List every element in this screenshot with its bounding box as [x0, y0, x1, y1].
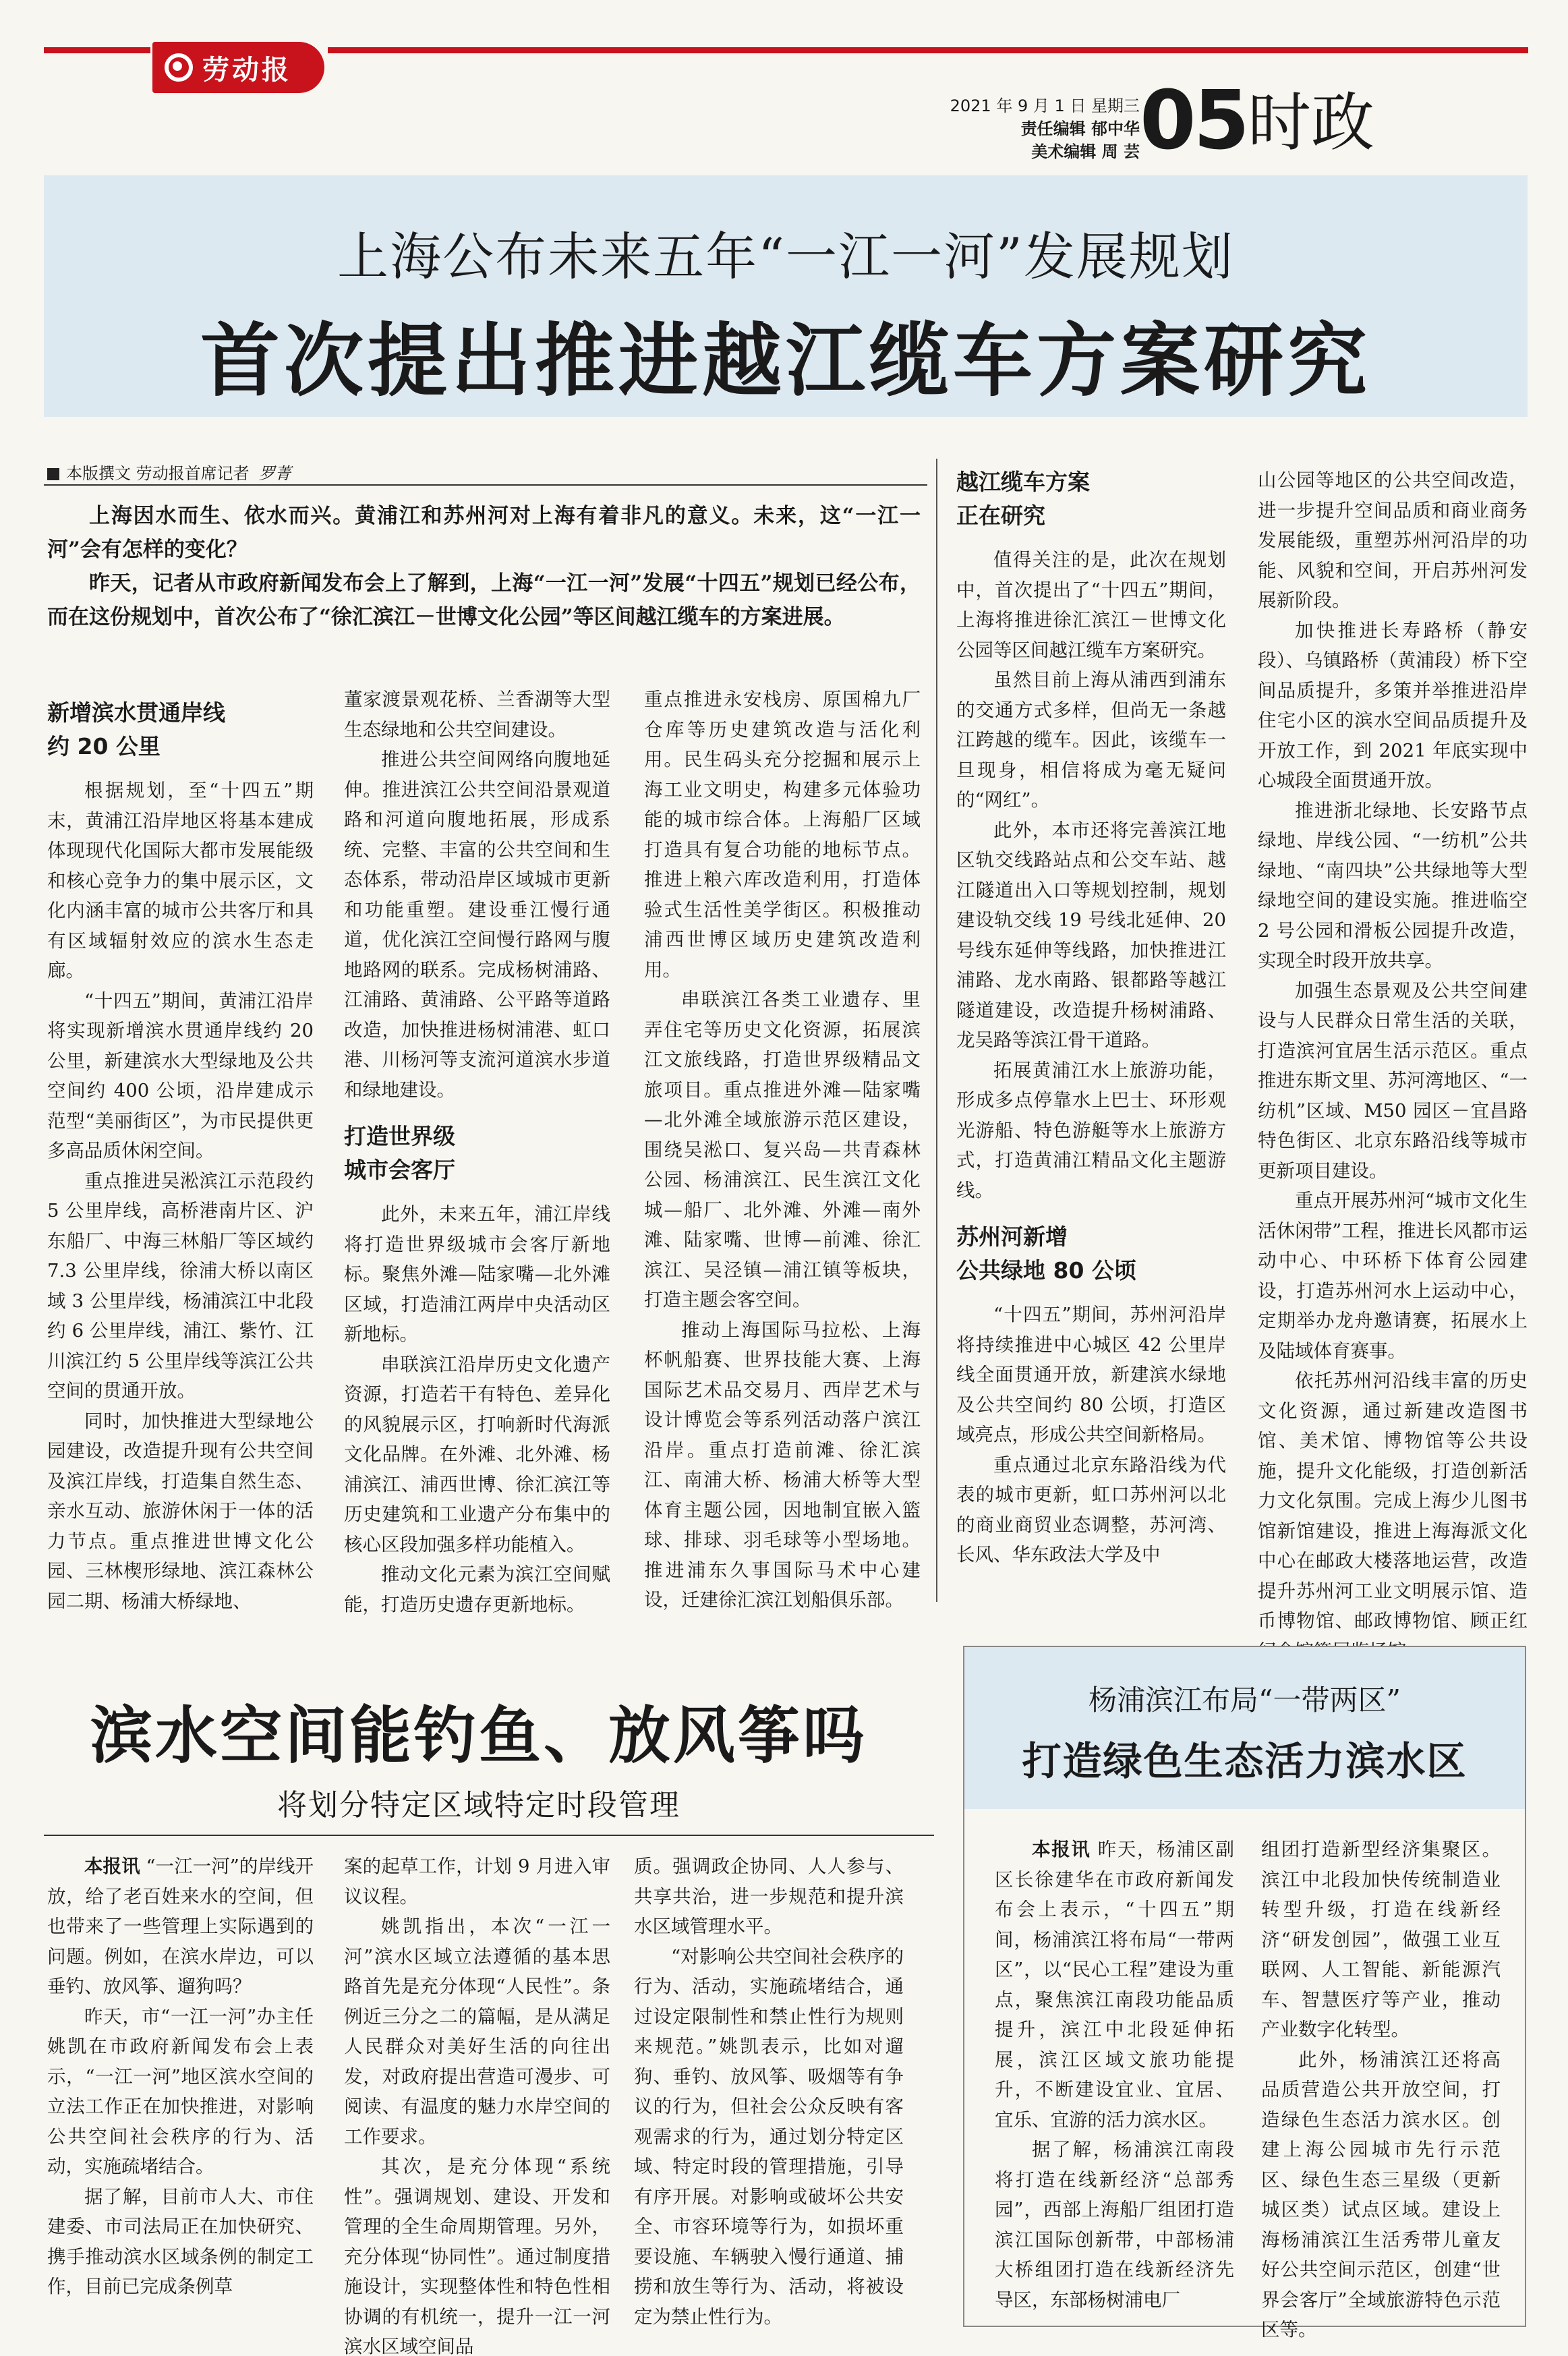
paragraph: 姚凯指出，本次“一江一河”滨水区域立法遵循的基本思路首先是充分体现“人民性”。条例近三分之二的篇幅，是从满足人民群众对美好生活的向往出发，对政府提出营造可漫步、可阅读、有温度的魅力水岸空间的工作要求。	[344, 1916, 610, 2148]
paragraph: 重点通过北京东路沿线为代表的城市更新，虹口苏州河以北的商业商贸业态调整，苏河湾、长风、华东政法大学及中	[956, 1454, 1226, 1565]
paper-name: 劳动报	[202, 53, 291, 86]
byline-label: 本版撰文 劳动报首席记者	[66, 464, 250, 483]
main-col-2	[344, 685, 610, 1619]
main-col-3	[644, 685, 921, 1615]
paragraph: 山公园等地区的公共空间改造，进一步提升空间品质和商业商务发展能级，重塑苏州河沿岸的功能、风貌和空间，开启苏州河发展新阶段。	[1258, 469, 1528, 611]
dateline	[931, 94, 1140, 163]
article2-col-2	[344, 1851, 610, 2356]
section-name: 时政	[1248, 86, 1375, 160]
paragraph: 加强生态景观及公共空间建设与人民群众日常生活的关联，打造滨河宜居生活示范区。重点推进东斯文里、苏河湾地区、“一纺机”区域、M50 园区－宜昌路特色街区、北京东路沿线等城市更新项目建设。	[1258, 979, 1528, 1182]
logo-mark-icon	[165, 53, 193, 82]
paragraph: 此外，未来五年，浦江岸线将打造世界级城市会客厅新地标。聚焦外滩—陆家嘴—北外滩区域，打造浦江两岸中央活动区新地标。	[344, 1203, 610, 1345]
lead-paragraphs	[47, 499, 921, 634]
paragraph: 重点推进吴淞滨江示范段约 5 公里岸线，高桥港南片区、沪东船厂、中海三林船厂等区域约 7.3 公里岸线，徐浦大桥以南区域 3 公里岸线，杨浦滨江中北段约 6 公里岸线，浦江、紫竹、江川滨江约 5 公里岸线等滨江公共空间的贯通开放。	[47, 1170, 314, 1402]
news-label: 本报讯	[84, 1856, 140, 1877]
paragraph: 其次，是充分体现“系统性”。强调规划、建设、开发和管理的全生命周期管理。另外，充分体现“协同性”。通过制度措施设计，实现整体性和特色性相协调的有机统一，提升一江一河滨水区域空间品	[344, 2156, 610, 2356]
byline-rule	[44, 484, 927, 486]
paragraph: 此外，本市还将完善滨江地区轨交线路站点和公交车站、越江隧道出入口等规划控制，规划建设轨交线 19 号线北延伸、20 号线东延伸等线路，加快推进江浦路、龙水南路、银都路等越江隧道建设，改造提升杨树浦路、龙吴路等滨江骨干道路。	[956, 819, 1226, 1051]
article2-title: 滨水空间能钓鱼、放风筝吗	[90, 1699, 867, 1772]
byline	[47, 460, 291, 484]
paragraph: 同时，加快推进大型绿地公园建设，改造提升现有公共空间及滨江岸线，打造集自然生态、亲水互动、旅游休闲于一体的活力节点。重点推进世博文化公园、三林楔形绿地、滨江森林公园二期、杨浦大桥绿地、	[47, 1410, 314, 1612]
header-rule-right	[328, 47, 1528, 53]
article2-col-1	[47, 1851, 314, 2302]
paragraph: 串联滨江沿岸历史文化遗产资源，打造若干有特色、差异化的风貌展示区，打响新时代海派文化品牌。在外滩、北外滩、杨浦滨江、浦西世博、徐汇滨江等历史建筑和工业遗产分布集中的核心区段加强多样功能植入。	[344, 1353, 610, 1555]
paragraph: 推进浙北绿地、长安路节点绿地、岸线公园、“一纺机”公共绿地、“南四块”公共绿地等大型绿地空间的建设实施。推进临空 2 号公园和滑板公园提升改造，实现全时段开放共享。	[1258, 799, 1528, 971]
news-label: 本报讯	[1032, 1839, 1091, 1860]
subhead: 打造世界级 城市会客厅	[344, 1123, 455, 1183]
article3-title: 打造绿色生态活力滨水区	[1022, 1738, 1468, 1784]
main-title: 首次提出推进越江缆车方案研究	[200, 314, 1371, 407]
article3-col-1	[995, 1835, 1234, 2315]
paragraph: “对影响公共空间社会秩序的行为、活动，实施疏堵结合，通过设定限制性和禁止性行为规则来规范。”姚凯表示，比如对遛狗、垂钓、放风筝、吸烟等有争议的行为，但社会公众反映有客观需求的行为，通过划分特定区域、特定时段的管理措施，引导有序开展。对影响或破坏公共安全、市容环境等行为，如损坏重要设施、车辆驶入慢行通道、捕捞和放生等行为、活动，将被设定为禁止性行为。	[634, 1945, 904, 2328]
column-divider	[936, 459, 937, 1602]
paragraph: 案的起草工作，计划 9 月进入审议议程。	[344, 1856, 610, 1907]
article2-subtitle: 将划分特定区域特定时段管理	[277, 1788, 680, 1822]
article3-col-2	[1261, 1835, 1501, 2345]
byline-square-icon	[47, 468, 59, 480]
subhead: 越江缆车方案 正在研究	[956, 469, 1090, 529]
paragraph: 串联滨江各类工业遗存、里弄住宅等历史文化资源，拓展滨江文旅线路，打造世界级精品文旅项目。重点推进外滩—陆家嘴—北外滩全域旅游示范区建设，围绕吴淞口、复兴岛—共青森林公园、杨浦滨江、民生滨江文化城—船厂、北外滩、外滩—南外滩、陆家嘴、世博—前滩、徐汇滨江、吴泾镇—浦江镇等板块，打造主题会客空间。	[644, 989, 921, 1311]
main-subtitle: 上海公布未来五年“一江一河”发展规划	[337, 227, 1234, 287]
paragraph: 推进公共空间网络向腹地延伸。推进滨江公共空间沿景观道路和河道向腹地拓展，形成系统、完整、丰富的公共空间和生态体系，带动沿岸区域城市更新和功能重塑。建设垂江慢行通道，优化滨江空间慢行路网与腹地路网的联系。完成杨树浦路、江浦路、黄浦路、公平路等道路改造，加快推进杨树浦港、虹口港、川杨河等支流河道滨水步道和绿地建设。	[344, 749, 610, 1101]
article3-subtitle: 杨浦滨江布局“一带两区”	[1088, 1684, 1401, 1717]
paragraph: 重点开展苏州河“城市文化生活休闲带”工程，推进长风都市运动中心、中环桥下体育公园建设，打造苏州河水上运动中心，定期举办龙舟邀请赛，拓展水上及陆域体育赛事。	[1258, 1190, 1528, 1362]
paragraph: 质。强调政企协同、人人参与、共享共治，进一步规范和提升滨水区域管理水平。	[634, 1856, 904, 1937]
masthead-logo	[152, 42, 324, 93]
lead-paragraph: 昨天，记者从市政府新闻发布会上了解到，上海“一江一河”发展“十四五”规划已经公布，而在这份规划中，首次公布了“徐汇滨江－世博文化公园”等区间越江缆车的方案进展。	[47, 571, 921, 629]
art-editor-credit: 美术编辑 周 芸	[1031, 142, 1140, 161]
article2-col-3	[634, 1851, 904, 2332]
paragraph: 根据规划，至“十四五”期末，黄浦江沿岸地区将基本建成体现现代化国际大都市发展能级和核心竞争力的集中展示区，文化内涵丰富的城市公共客厅和具有区域辐射效应的滨水生态走廊。	[47, 780, 314, 981]
paragraph: 此外，杨浦滨江还将高品质营造公共开放空间，打造绿色生态活力滨水区。创建上海公园城市先行示范区、绿色生态三星级（更新城区类）试点区域。建设上海杨浦滨江生活秀带儿童友好公共空间示范区，创建“世界会客厅”全域旅游特色示范区等。	[1261, 2048, 1501, 2340]
subhead: 新增滨水贯通岸线 约 20 公里	[47, 699, 225, 759]
main-col-5	[1258, 465, 1528, 1666]
paragraph: 推动上海国际马拉松、上海杯帆船赛、世界技能大赛、上海国际艺术品交易月、西岸艺术与设计博览会等系列活动落户滨江沿岸。重点打造前滩、徐汇滨江、南浦大桥、杨浦大桥等大型体育主题公园，因地制宜嵌入篮球、排球、羽毛球等小型场地。推进浦东久事国际马术中心建设，迁建徐汇滨江划船俱乐部。	[644, 1319, 921, 1611]
paragraph: 组团打造新型经济集聚区。滨江中北段加快传统制造业转型升级，打造在线新经济“研发创园”，做强工业互联网、人工智能、新能源汽车、智慧医疗等产业，推动产业数字化转型。	[1261, 1839, 1501, 2040]
paragraph: 据了解，目前市人大、市住建委、市司法局正在加快研究、携手推动滨水区域条例的制定工作，目前已完成条例草	[47, 2185, 314, 2297]
main-col-1	[47, 681, 314, 1616]
paragraph: 加快推进长寿路桥（静安段）、乌镇路桥（黄浦段）桥下空间品质提升，多策并举推进沿岸住宅小区的滨水空间品质提升及开放工作，到 2021 年底实现中心城段全面贯通开放。	[1258, 619, 1528, 791]
editor-credit: 责任编辑 郁中华	[1020, 119, 1140, 138]
paragraph: 本报讯 昨天，杨浦区副区长徐建华在市政府新闻发布会上表示，“十四五”期间，杨浦滨江将布局“一带两区”，以“民心工程”建设为重点，聚焦滨江南段功能品质提升，滨江中北段延伸拓展，滨江区域文旅功能提升，不断建设宜业、宜居、宜乐、宜游的活力滨水区。	[995, 1839, 1234, 2131]
issue-date: 2021 年 9 月 1 日 星期三	[950, 96, 1140, 115]
article3-headline-band	[964, 1647, 1525, 1809]
main-headline-band	[44, 175, 1528, 417]
paragraph: 昨天，市“一江一河”办主任姚凯在市政府新闻发布会上表示，“一江一河”地区滨水空间的立法工作正在加快推进，对影响公共空间社会秩序的行为、活动，实施疏堵结合。	[47, 2005, 314, 2177]
paragraph: 依托苏州河沿线丰富的历史文化资源，通过新建改造图书馆、美术馆、博物馆等公共设施，提升文化能级，打造创新活力文化氛围。完成上海少儿图书馆新馆建设，推进上海海派文化中心在邮政大楼落地运营，改造提升苏州河工业文明展示馆、造币博物馆、邮政博物馆、顾正红	[1258, 1370, 1528, 1632]
article2-rule	[44, 1835, 934, 1836]
lead-paragraph: 上海因水而生、依水而兴。黄浦江和苏州河对上海有着非凡的意义。未来，这“一江一河”会有怎样的变化？	[47, 504, 921, 562]
paragraph: 值得关注的是，此次在规划中，首次提出了“十四五”期间，上海将推进徐汇滨江－世博文化公园等区间越江缆车方案研究。	[956, 549, 1226, 661]
paragraph: “十四五”期间，黄浦江沿岸将实现新增滨水贯通岸线约 20 公里，新建滨水大型绿地及公共空间约 400 公顷，沿岸建成示范型“美丽街区”，为市民提供更多高品质休闲空间。	[47, 989, 314, 1161]
paragraph: 重点推进永安栈房、原国棉九厂仓库等历史建筑改造与活化利用。民生码头充分挖掘和展示上海工业文明史，构建多元体验功能的城市综合体。上海船厂区域打造具有复合功能的地标节点。推进上粮六库改造利用，打造体验式生活性美学街区。积极推动浦西世博区域历史建筑改造利用。	[644, 689, 921, 981]
article3-box	[963, 1646, 1526, 2340]
paragraph: 虽然目前上海从浦西到浦东的交通方式多样，但尚无一条越江跨越的缆车。因此，该缆车一旦现身，相信将成为毫无疑问的“网红”。	[956, 669, 1226, 811]
paragraph: 据了解，杨浦滨江南段将打造在线新经济“总部秀园”，西部上海船厂组团打造滨江国际创新带，中部杨浦大桥组团打造在线新经济先导区，东部杨树浦电厂	[995, 2139, 1234, 2311]
paragraph: 拓展黄浦江水上旅游功能，形成多点停靠水上巴士、环形观光游船、特色游艇等水上旅游方式，打造黄浦江精品文化主题游线。	[956, 1059, 1226, 1201]
paragraph: 推动文化元素为滨江空间赋能，打造历史遗存更新地标。	[344, 1563, 610, 1615]
byline-name: 罗菁	[258, 464, 291, 483]
page-number: 05	[1140, 74, 1247, 168]
paragraph: 董家渡景观花桥、兰香湖等大型生态绿地和公共空间建设。	[344, 689, 610, 741]
subhead: 苏州河新增 公共绿地 80 公顷	[956, 1224, 1136, 1284]
paragraph: 本报讯 “一江一河”的岸线开放，给了老百姓来水的空间，但也带来了一些管理上实际遇到的问题。例如，在滨水岸边，可以垂钓、放风筝、遛狗吗？	[47, 1856, 314, 1997]
main-col-4	[956, 465, 1226, 1570]
header-rule-left	[44, 47, 150, 53]
paragraph: “十四五”期间，苏州河沿岸将持续推进中心城区 42 公里岸线全面贯通开放，新建滨水绿地及公共空间约 80 公顷，打造区域亮点，形成公共空间新格局。	[956, 1304, 1226, 1445]
